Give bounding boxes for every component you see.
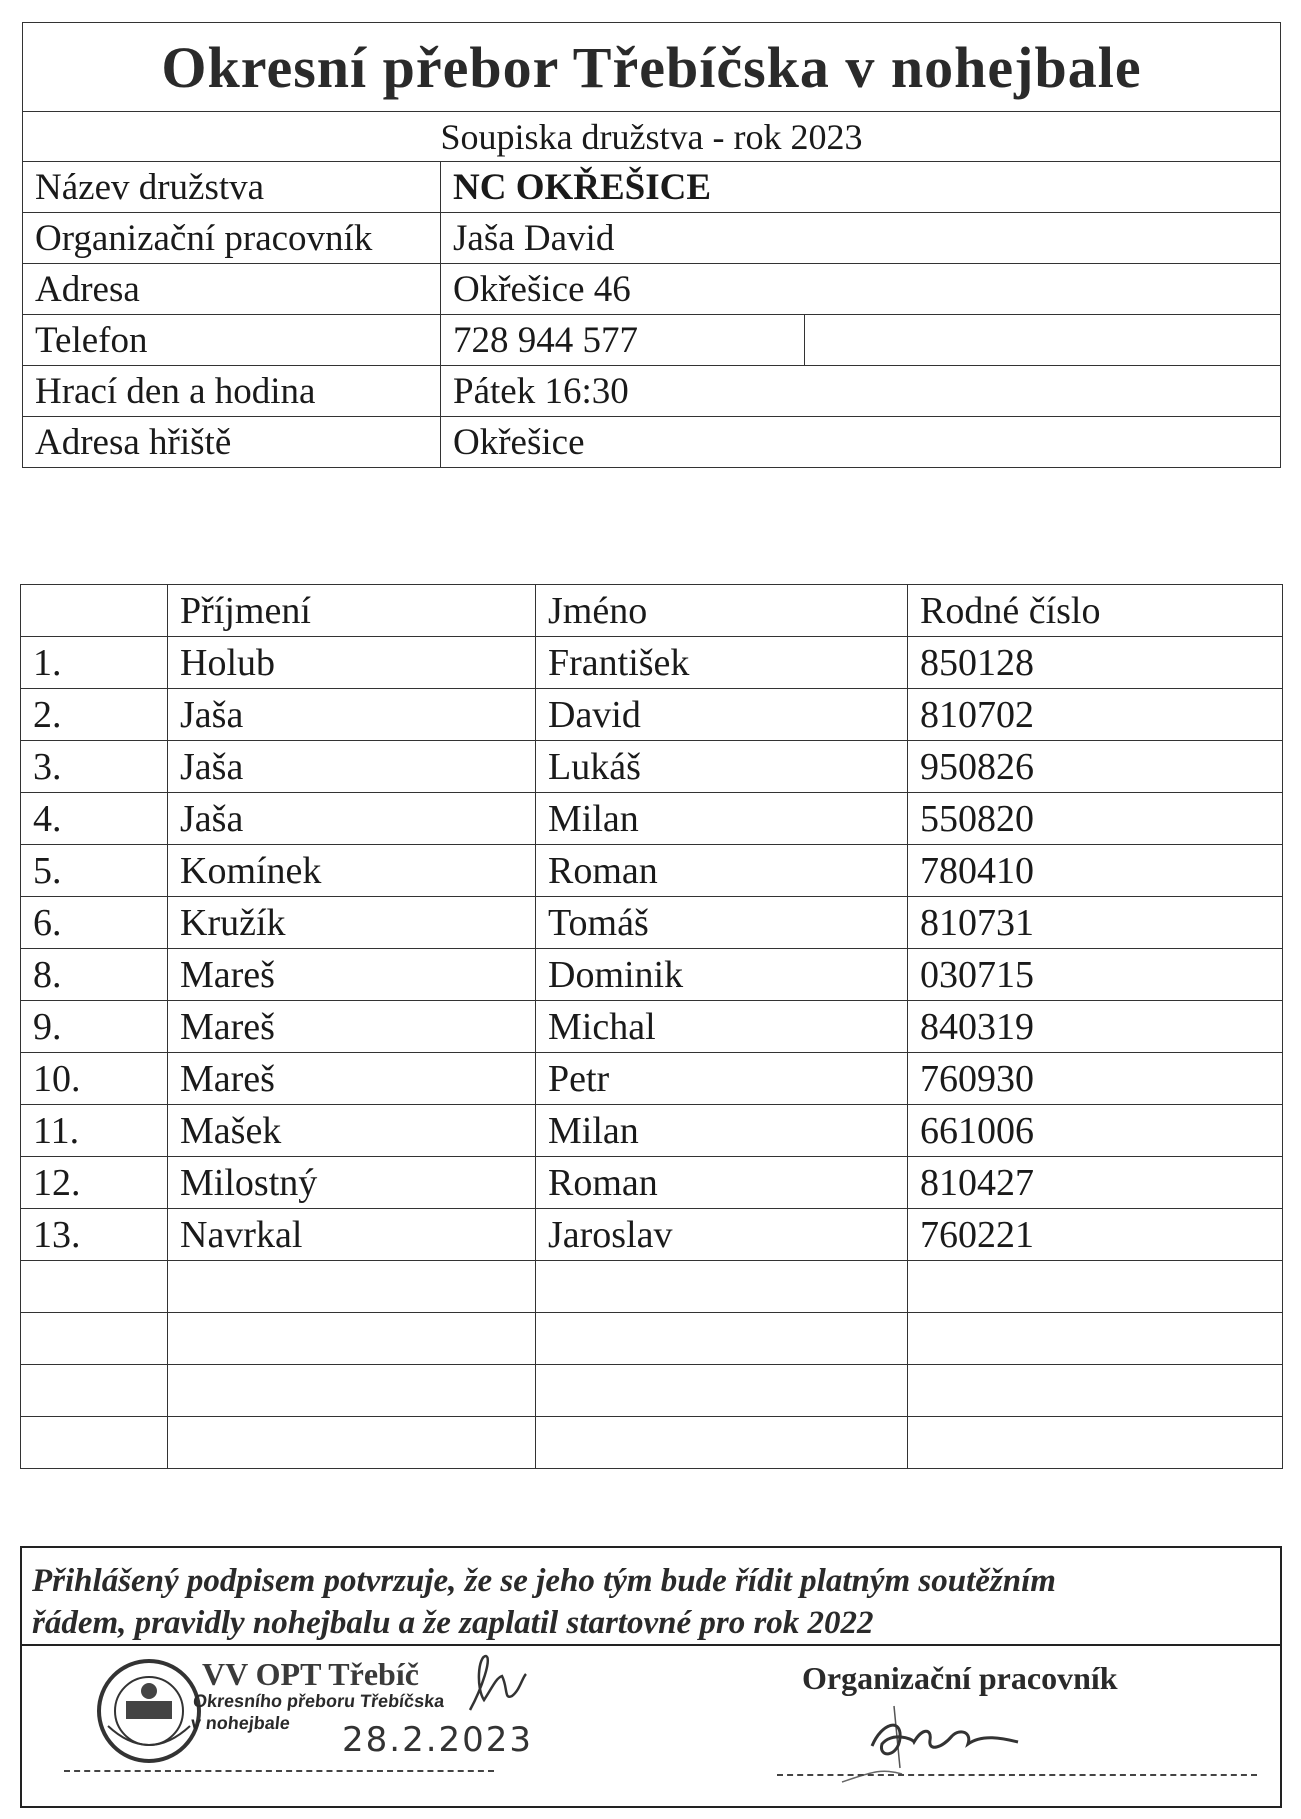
surname-cell: Navrkal — [168, 1209, 536, 1261]
birth-number-cell — [908, 1365, 1283, 1417]
birth-number-cell: 780410 — [908, 845, 1283, 897]
first-name-cell: Dominik — [536, 949, 908, 1001]
table-row — [21, 1157, 1283, 1209]
surname-cell — [168, 1417, 536, 1469]
table-row — [21, 1053, 1283, 1105]
surname-cell: Mareš — [168, 949, 536, 1001]
row-number: 9. — [21, 1001, 168, 1053]
handwritten-signature-icon — [462, 1648, 532, 1718]
first-name-cell: Tomáš — [536, 897, 908, 949]
first-name-cell: Roman — [536, 845, 908, 897]
phone-extra-cell — [805, 315, 1281, 366]
declaration-line-2: řádem, pravidly nohejbalu a že zaplatil startovné pro rok 2022 — [32, 1605, 874, 1641]
table-row — [21, 1365, 1283, 1417]
birth-number-cell: 760930 — [908, 1053, 1283, 1105]
row-number: 12. — [21, 1157, 168, 1209]
row-number: 11. — [21, 1105, 168, 1157]
birth-number-cell: 661006 — [908, 1105, 1283, 1157]
birth-number-cell — [908, 1313, 1283, 1365]
table-row — [21, 1417, 1283, 1469]
table-row — [21, 741, 1283, 793]
first-name-cell: David — [536, 689, 908, 741]
first-name-cell: Jaroslav — [536, 1209, 908, 1261]
phone-value: 728 944 577 — [441, 315, 805, 366]
row-number: 5. — [21, 845, 168, 897]
stamp-signature-line — [64, 1770, 494, 1772]
first-name-cell: Lukáš — [536, 741, 908, 793]
surname-cell — [168, 1261, 536, 1313]
birth-number-cell: 950826 — [908, 741, 1283, 793]
birth-number-cell: 810702 — [908, 689, 1283, 741]
table-row — [21, 1105, 1283, 1157]
stamp-text-line-1: Okresního přeboru Třebíčska — [192, 1691, 446, 1711]
row-number: 1. — [21, 637, 168, 689]
surname-cell: Mareš — [168, 1001, 536, 1053]
table-row — [21, 1209, 1283, 1261]
first-name-cell: Roman — [536, 1157, 908, 1209]
surname-cell: Holub — [168, 637, 536, 689]
birth-number-cell: 550820 — [908, 793, 1283, 845]
table-row — [21, 793, 1283, 845]
first-name-cell — [536, 1365, 908, 1417]
table-row — [21, 949, 1283, 1001]
organizer-value: Jaša David — [441, 213, 1281, 264]
organizer-signature-label: Organizační pracovník — [802, 1660, 1118, 1696]
surname-cell: Milostný — [168, 1157, 536, 1209]
first-name-cell: Milan — [536, 1105, 908, 1157]
play-time-label: Hrací den a hodina — [23, 366, 441, 417]
row-number — [21, 1417, 168, 1469]
first-name-cell — [536, 1313, 908, 1365]
row-number — [21, 1365, 168, 1417]
organizer-signature-line — [777, 1774, 1257, 1776]
row-number: 10. — [21, 1053, 168, 1105]
address-label: Adresa — [23, 264, 441, 315]
birth-number-cell: 810427 — [908, 1157, 1283, 1209]
signature-date: 28.2.2023 — [342, 1720, 534, 1760]
footer-divider — [22, 1644, 1280, 1646]
birth-number-cell: 850128 — [908, 637, 1283, 689]
surname-cell: Mašek — [168, 1105, 536, 1157]
table-row — [21, 845, 1283, 897]
table-row — [21, 637, 1283, 689]
surname-cell — [168, 1313, 536, 1365]
header-first-name: Jméno — [536, 585, 908, 637]
team-name-label: Název družstva — [23, 162, 441, 213]
birth-number-cell: 030715 — [908, 949, 1283, 1001]
document-subtitle: Soupiska družstva - rok 2023 — [23, 112, 1281, 162]
court-address-value: Okřešice — [441, 417, 1281, 468]
table-row — [21, 689, 1283, 741]
first-name-cell: Petr — [536, 1053, 908, 1105]
first-name-cell: Michal — [536, 1001, 908, 1053]
birth-number-cell: 810731 — [908, 897, 1283, 949]
team-info-table — [22, 22, 1281, 468]
table-row — [21, 1313, 1283, 1365]
phone-label: Telefon — [23, 315, 441, 366]
surname-cell: Kružík — [168, 897, 536, 949]
surname-cell: Mareš — [168, 1053, 536, 1105]
surname-cell: Jaša — [168, 689, 536, 741]
row-number — [21, 1313, 168, 1365]
first-name-cell — [536, 1417, 908, 1469]
declaration-line-1: Přihlášený podpisem potvrzuje, že se jeho tým bude řídit platným soutěžním — [32, 1563, 1056, 1599]
first-name-cell: Milan — [536, 793, 908, 845]
row-number: 2. — [21, 689, 168, 741]
stamp-title: VV OPT Třebíč — [202, 1656, 419, 1692]
document-title: Okresní přebor Třebíčska v nohejbale — [23, 23, 1281, 112]
surname-cell: Jaša — [168, 741, 536, 793]
row-number — [21, 1261, 168, 1313]
team-name-value: NC OKŘEŠICE — [441, 162, 1281, 213]
birth-number-cell — [908, 1417, 1283, 1469]
header-number — [21, 585, 168, 637]
first-name-cell: František — [536, 637, 908, 689]
stamp-text-line-2: v nohejbale — [189, 1713, 291, 1733]
header-surname: Příjmení — [168, 585, 536, 637]
header-birth-number: Rodné číslo — [908, 585, 1283, 637]
address-value: Okřešice 46 — [441, 264, 1281, 315]
row-number: 3. — [21, 741, 168, 793]
row-number: 13. — [21, 1209, 168, 1261]
organizer-label: Organizační pracovník — [23, 213, 441, 264]
table-row — [21, 897, 1283, 949]
organizer-signature-icon — [842, 1698, 1042, 1798]
roster-header-row — [21, 585, 1283, 637]
row-number: 8. — [21, 949, 168, 1001]
surname-cell: Jaša — [168, 793, 536, 845]
first-name-cell — [536, 1261, 908, 1313]
row-number: 6. — [21, 897, 168, 949]
row-number: 4. — [21, 793, 168, 845]
surname-cell: Komínek — [168, 845, 536, 897]
declaration-text — [32, 1560, 1262, 1644]
table-row — [21, 1001, 1283, 1053]
birth-number-cell — [908, 1261, 1283, 1313]
declaration-box — [20, 1546, 1282, 1808]
surname-cell — [168, 1365, 536, 1417]
court-address-label: Adresa hřiště — [23, 417, 441, 468]
roster-table — [20, 584, 1283, 1469]
birth-number-cell: 760221 — [908, 1209, 1283, 1261]
table-row — [21, 1261, 1283, 1313]
play-time-value: Pátek 16:30 — [441, 366, 1281, 417]
birth-number-cell: 840319 — [908, 1001, 1283, 1053]
stamp-seal-icon — [94, 1656, 204, 1766]
